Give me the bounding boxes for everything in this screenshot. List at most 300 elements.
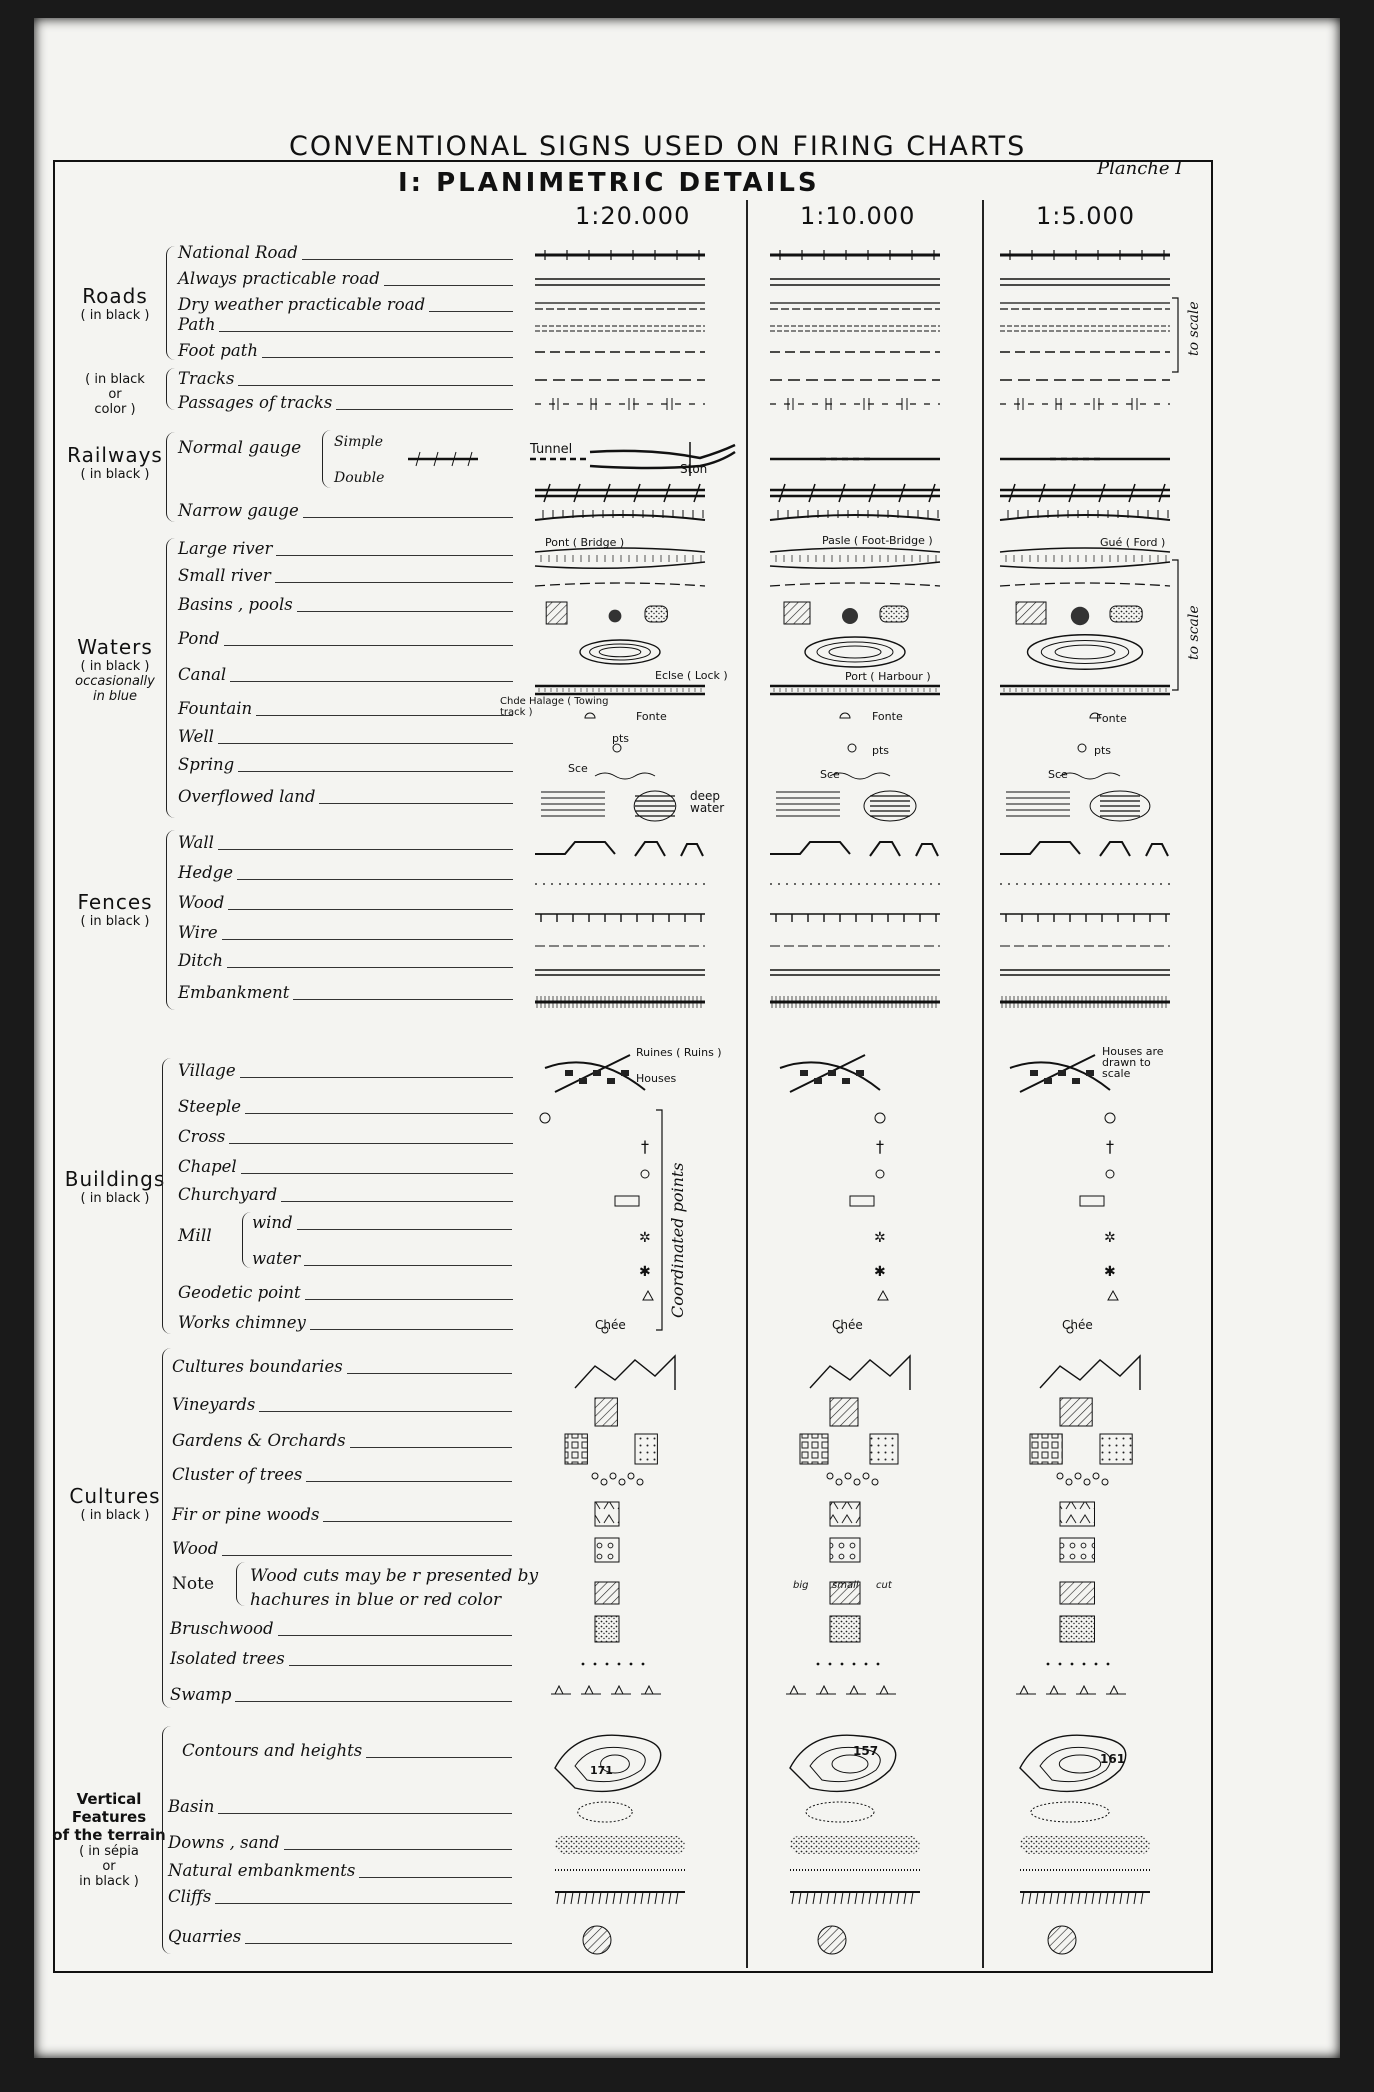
label-cross: Cross <box>178 1127 229 1146</box>
col1-water-mill: ✱ <box>639 1264 651 1280</box>
col3-swamp-tuft <box>1106 1686 1126 1694</box>
col1-garden <box>565 1434 587 1464</box>
col1-churchyard <box>615 1196 639 1206</box>
col2-pond-inner <box>829 646 881 658</box>
col1-cliff-tick <box>578 1892 580 1904</box>
col2-cluster-tree <box>872 1479 878 1485</box>
label-isolated: Isolated trees <box>170 1649 289 1668</box>
col2-cliff-tick <box>876 1892 878 1904</box>
col3-wood-cut <box>1060 1582 1095 1604</box>
label-path: Path <box>178 315 219 334</box>
col1-rail-double-tick <box>574 484 580 502</box>
puits-label-1: pts <box>612 732 630 745</box>
tracks-note-l1: ( in black <box>85 372 145 387</box>
source-label-3: Sce <box>1048 768 1068 781</box>
col2-swamp-tuft <box>786 1686 806 1694</box>
passerelle-label: Pasle ( Foot-Bridge ) <box>822 534 933 547</box>
col1-cliff-tick <box>669 1892 671 1904</box>
label-dry-road: Dry weather practicable road <box>178 295 429 314</box>
group-fences-name: Fences <box>77 890 153 914</box>
col2-cliff-tick <box>904 1892 906 1904</box>
col1-cliff-tick <box>620 1892 622 1904</box>
label-always-road: Always practicable road <box>178 269 384 288</box>
col1-swamp-tuft <box>551 1686 571 1694</box>
label-natural-emb: Natural embankments <box>168 1861 359 1880</box>
col2-narrow-gauge <box>770 515 940 520</box>
col2-rail-double-tick <box>899 484 905 502</box>
col2-wall <box>770 842 938 856</box>
col1-village-house <box>565 1070 573 1076</box>
col1-cluster-tree <box>592 1473 598 1479</box>
col2-cliff-tick <box>841 1892 843 1904</box>
col3-village-house <box>1072 1078 1080 1084</box>
col3-fir-wood <box>1060 1502 1095 1526</box>
fontaine-label-2: Fonte <box>872 710 903 723</box>
label-cliffs: Cliffs <box>168 1887 215 1906</box>
col1-cliff-tick <box>585 1892 587 1904</box>
col2-village-house <box>842 1078 850 1084</box>
col1-cluster-tree <box>601 1479 607 1485</box>
col1-rail-double-tick <box>544 484 550 502</box>
big-label: big <box>793 1580 809 1591</box>
label-note: Note <box>172 1574 215 1594</box>
col2-village-house <box>814 1078 822 1084</box>
col1-wood <box>595 1538 619 1562</box>
col2-downs-sand <box>790 1836 920 1854</box>
col2-churchyard <box>850 1196 874 1206</box>
to-scale-bracket-waters <box>1172 560 1178 690</box>
label-steeple: Steeple <box>178 1097 245 1116</box>
col3-cliff-tick <box>1127 1892 1129 1904</box>
col2-basin-pool <box>880 606 908 622</box>
col2-cliff-tick <box>855 1892 857 1904</box>
col1-narrow-gauge <box>535 515 705 520</box>
tunnel-label: Tunnel <box>530 442 573 457</box>
col2-cliff-tick <box>869 1892 871 1904</box>
label-gardens: Gardens & Orchards <box>172 1431 350 1450</box>
col2-cliff-tick <box>792 1892 794 1904</box>
col2-cliff-tick <box>806 1892 808 1904</box>
group-cultures-note: ( in black ) <box>80 1508 150 1523</box>
col3-garden <box>1030 1434 1062 1464</box>
col3-village-house <box>1058 1070 1066 1076</box>
scale-heading-5000: 1:5.000 <box>1036 202 1136 230</box>
col3-well <box>1078 744 1086 752</box>
label-canal: Canal <box>178 665 230 684</box>
group-waters-note2: occasionally <box>75 674 155 689</box>
col1-pond-inner <box>599 647 641 657</box>
col3-swamp-tuft <box>1046 1686 1066 1694</box>
group-waters-note3: in blue <box>92 689 138 704</box>
col3-cliff-tick <box>1057 1892 1059 1904</box>
col3-cluster-tree <box>1084 1479 1090 1485</box>
col2-isolated-tree <box>853 1663 856 1666</box>
label-geodetic: Geodetic point <box>178 1283 305 1302</box>
col3-cliff-tick <box>1029 1892 1031 1904</box>
col1-village-house <box>621 1070 629 1076</box>
group-buildings-note: ( in black ) <box>80 1191 150 1206</box>
col2-rail-double-tick <box>809 484 815 502</box>
col1-cliff-tick <box>557 1892 559 1904</box>
col3-cliff-tick <box>1134 1892 1136 1904</box>
col1-wind-mill: ✲ <box>639 1230 651 1246</box>
col2-cliff-tick <box>890 1892 892 1904</box>
col3-spring <box>1060 773 1120 779</box>
col2-quarry <box>818 1926 846 1954</box>
col3-isolated-tree <box>1095 1663 1098 1666</box>
col1-basin-dot <box>609 610 622 623</box>
col1-cliff-tick <box>655 1892 657 1904</box>
col3-cliff-tick <box>1064 1892 1066 1904</box>
houses-label: Houses <box>636 1072 677 1085</box>
col2-bruschwood <box>830 1616 860 1642</box>
col2-cliff-tick <box>813 1892 815 1904</box>
col2-water-mill: ✱ <box>874 1264 886 1280</box>
col2-swamp-tuft <box>816 1686 836 1694</box>
height-161: 161 <box>1100 1752 1126 1766</box>
col3-cliff-tick <box>1036 1892 1038 1904</box>
to-scale-bracket-roads <box>1172 298 1178 372</box>
col2-cliff-tick <box>862 1892 864 1904</box>
col1-rail-double-tick <box>664 484 670 502</box>
col3-village-house <box>1086 1070 1094 1076</box>
col2-geodetic <box>878 1291 888 1300</box>
group-waters-name: Waters <box>77 635 153 659</box>
col2-cliff-tick <box>897 1892 899 1904</box>
deep-water-label: deep water <box>690 789 725 815</box>
col3-cliff-tick <box>1141 1892 1143 1904</box>
tracks-note-l2: or <box>108 387 122 402</box>
col2-isolated-tree <box>841 1663 844 1666</box>
col2-chapel <box>876 1170 884 1178</box>
col2-basin-rect <box>784 602 810 624</box>
label-vineyards: Vineyards <box>172 1395 259 1414</box>
col2-steeple <box>875 1113 885 1123</box>
col3-passage-mark <box>1132 398 1137 410</box>
col3-rail-double-tick <box>1159 484 1165 502</box>
symbol-columns <box>535 250 1170 1954</box>
coordinated-points: Coordinated points <box>668 1162 687 1318</box>
col1-isolated-tree <box>618 1663 621 1666</box>
group-vertical-name1: Vertical Features <box>71 1790 147 1826</box>
scale-heading-20000: 1:20.000 <box>575 202 691 230</box>
source-label-1: Sce <box>568 762 588 775</box>
col3-downs-sand <box>1020 1836 1150 1854</box>
col1-vineyard <box>595 1398 617 1426</box>
label-tracks: Tracks <box>178 369 238 388</box>
col2-rail-double-tick <box>869 484 875 502</box>
col2-isolated-tree <box>829 1663 832 1666</box>
col3-isolated-tree <box>1047 1663 1050 1666</box>
col1-cliff-tick <box>634 1892 636 1904</box>
col1-cross: † <box>641 1137 649 1156</box>
col2-pond-mid <box>817 642 893 662</box>
col3-cliff-tick <box>1099 1892 1101 1904</box>
col1-basin-pool <box>645 606 667 622</box>
col1-passage-mark <box>667 398 672 410</box>
col3-cliff-tick <box>1078 1892 1080 1904</box>
group-vertical-name2: of the terrain <box>52 1826 166 1844</box>
col1-fir-wood <box>595 1502 619 1526</box>
label-contours: Contours and heights <box>182 1741 366 1760</box>
label-ditch: Ditch <box>178 951 227 970</box>
col1-spring <box>595 773 655 779</box>
col1-wall <box>535 842 703 856</box>
group-waters-note1: ( in black ) <box>80 659 150 674</box>
col1-basin-rect <box>546 602 567 624</box>
label-embankment: Embankment <box>178 983 293 1002</box>
col3-cliff-tick <box>1092 1892 1094 1904</box>
label-wall: Wall <box>178 833 218 852</box>
height-171: 171 <box>590 1764 613 1777</box>
col1-small-river <box>535 583 705 586</box>
col1-cliff-tick <box>564 1892 566 1904</box>
col3-cross: † <box>1106 1137 1114 1156</box>
col3-basin-pool <box>1110 606 1142 622</box>
label-large-river: Large river <box>178 539 276 558</box>
col1-quarry <box>583 1926 611 1954</box>
col2-cluster-tree <box>836 1479 842 1485</box>
col3-basin-sign <box>1031 1802 1109 1822</box>
col3-cluster-tree <box>1066 1479 1072 1485</box>
col1-cliff-tick <box>676 1892 678 1904</box>
col2-fir-wood <box>830 1502 860 1526</box>
page-title: CONVENTIONAL SIGNS USED ON FIRING CHARTS <box>289 131 1027 162</box>
col1-cliff-tick <box>606 1892 608 1904</box>
col1-swamp-tuft <box>581 1686 601 1694</box>
label-spring: Spring <box>178 755 238 774</box>
col3-swamp-tuft <box>1076 1686 1096 1694</box>
label-bruschwood: Bruschwood <box>170 1619 278 1638</box>
label-wire: Wire <box>178 923 222 942</box>
col2-isolated-tree <box>877 1663 880 1666</box>
col1-isolated-tree <box>594 1663 597 1666</box>
label-small-river: Small river <box>178 566 275 585</box>
group-vertical-note2: or <box>102 1859 116 1874</box>
col3-cliff-tick <box>1120 1892 1122 1904</box>
col1-swamp-tuft <box>611 1686 631 1694</box>
tracks-note-l3: color ) <box>94 402 136 417</box>
label-wood: Wood <box>172 1539 222 1558</box>
col3-isolated-tree <box>1083 1663 1086 1666</box>
col3-large-river-b <box>1000 562 1170 568</box>
col1-well <box>613 744 621 752</box>
col2-cliff-tick <box>883 1892 885 1904</box>
col1-cliff-tick <box>662 1892 664 1904</box>
col1-isolated-tree <box>642 1663 645 1666</box>
col2-basin-sign <box>806 1802 874 1822</box>
col2-village-house <box>828 1070 836 1076</box>
label-well: Well <box>178 727 218 746</box>
label-fountain: Fountain <box>178 699 256 718</box>
group-railways-note: ( in black ) <box>80 467 150 482</box>
col3-wind-mill: ✲ <box>1104 1230 1116 1246</box>
col1-cluster-tree <box>619 1479 625 1485</box>
col1-cliff-tick <box>613 1892 615 1904</box>
col3-pond-inner <box>1055 645 1115 659</box>
label-swamp: Swamp <box>170 1685 235 1704</box>
col3-rail-double-tick <box>1039 484 1045 502</box>
label-water: water <box>252 1249 304 1268</box>
col3-rail-double-tick <box>1099 484 1105 502</box>
col1-village-house <box>607 1078 615 1084</box>
col3-pond-mid <box>1041 641 1128 664</box>
col3-steeple <box>1105 1113 1115 1123</box>
col3-village-house <box>1030 1070 1038 1076</box>
halage-label: Chde Halage ( Towing track ) <box>500 696 609 718</box>
label-national-road: National Road <box>178 243 302 262</box>
col1-swamp-tuft <box>641 1686 661 1694</box>
col3-rail-double-tick <box>1009 484 1015 502</box>
col2-orchard <box>870 1434 898 1464</box>
label-passages: Passages of tracks <box>178 393 336 412</box>
col3-cluster-tree <box>1057 1473 1063 1479</box>
gue-ford-label: Gué ( Ford ) <box>1100 536 1166 549</box>
col2-swamp-tuft <box>846 1686 866 1694</box>
group-roads-name: Roads <box>82 284 148 308</box>
label-double: Double <box>334 470 385 486</box>
group-fences-note: ( in black ) <box>80 914 150 929</box>
col1-rail-double-tick <box>604 484 610 502</box>
source-label-2: Sce <box>820 768 840 781</box>
col3-isolated-tree <box>1071 1663 1074 1666</box>
label-normal-gauge: Normal gauge <box>178 438 302 458</box>
col2-rail-double-tick <box>929 484 935 502</box>
col3-small-river <box>1000 583 1170 586</box>
col3-churchyard <box>1080 1196 1104 1206</box>
col2-swamp-tuft <box>876 1686 896 1694</box>
col2-cluster-tree <box>845 1473 851 1479</box>
col3-contour-inner <box>1059 1755 1100 1773</box>
note-line-1: Wood cuts may be r presented by <box>250 1566 539 1586</box>
col3-geodetic <box>1108 1291 1118 1300</box>
col3-cliff-tick <box>1022 1892 1024 1904</box>
ruines-label: Ruines ( Ruins ) <box>636 1046 722 1059</box>
col2-passage-mark <box>902 398 907 410</box>
col1-cliff-tick <box>599 1892 601 1904</box>
label-chapel: Chapel <box>178 1157 241 1176</box>
label-wind: wind <box>252 1213 297 1232</box>
col2-cluster-tree <box>854 1479 860 1485</box>
label-basin: Basin <box>168 1797 218 1816</box>
col2-isolated-tree <box>817 1663 820 1666</box>
col2-fountain <box>840 713 850 718</box>
col2-rail-double-tick <box>779 484 785 502</box>
col1-bruschwood <box>595 1616 619 1642</box>
col1-large-river-b <box>535 562 705 568</box>
label-works-chimney: Works chimney <box>178 1313 310 1332</box>
col3-cliff-tick <box>1071 1892 1073 1904</box>
col3-wood <box>1060 1538 1095 1562</box>
col2-cluster-tree <box>863 1473 869 1479</box>
label-cultures-boundaries: Cultures boundaries <box>172 1357 347 1376</box>
col3-isolated-tree <box>1107 1663 1110 1666</box>
port-harbour-label: Port ( Harbour ) <box>845 670 931 683</box>
col3-cultures-boundary <box>1040 1356 1140 1390</box>
col1-cliff-tick <box>592 1892 594 1904</box>
puits-label-2: pts <box>872 744 890 757</box>
railway-simple-sample <box>408 452 478 466</box>
col1-cliff-tick <box>648 1892 650 1904</box>
col2-wood <box>830 1538 860 1562</box>
cheminee-label-2: Chée <box>832 1318 863 1332</box>
col2-cliff-tick <box>820 1892 822 1904</box>
col1-cliff-tick <box>641 1892 643 1904</box>
col3-village-house <box>1044 1078 1052 1084</box>
small-label: small <box>832 1580 859 1591</box>
col3-orchard <box>1100 1434 1132 1464</box>
label-mill: Mill <box>178 1226 212 1246</box>
station-label: Ston <box>680 462 708 476</box>
col2-large-river-a <box>770 548 940 552</box>
col3-cliff-tick <box>1113 1892 1115 1904</box>
group-roads-note: ( in black ) <box>80 308 150 323</box>
col3-cliff-tick <box>1050 1892 1052 1904</box>
col1-isolated-tree <box>630 1663 633 1666</box>
col1-cluster-tree <box>628 1473 634 1479</box>
col3-rail-double-tick <box>1129 484 1135 502</box>
note-line-2: hachures in blue or red color <box>250 1590 502 1610</box>
col2-isolated-tree <box>865 1663 868 1666</box>
col3-rail-double-tick <box>1069 484 1075 502</box>
col2-cliff-tick <box>848 1892 850 1904</box>
label-pond: Pond <box>178 629 224 648</box>
col1-orchard <box>635 1434 657 1464</box>
col2-rail-double-tick <box>839 484 845 502</box>
col2-cross: † <box>876 1137 884 1156</box>
label-foot-path: Foot path <box>178 341 262 360</box>
col2-basin-dot <box>842 608 858 624</box>
col2-small-river <box>770 583 940 586</box>
scale-heading-10000: 1:10.000 <box>800 202 916 230</box>
col1-cliff-tick <box>571 1892 573 1904</box>
col2-village-house <box>856 1070 864 1076</box>
to-scale-roads: to scale <box>1186 301 1202 356</box>
fontaine-label-1: Fonte <box>636 710 667 723</box>
col3-cliff-tick <box>1106 1892 1108 1904</box>
col1-chapel <box>641 1170 649 1178</box>
col1-wood-cut <box>595 1582 619 1604</box>
col3-wall <box>1000 842 1168 856</box>
col3-vineyard <box>1060 1398 1092 1426</box>
group-cultures-name: Cultures <box>69 1484 161 1508</box>
coordinated-bracket <box>656 1110 662 1330</box>
col2-vineyard <box>830 1398 858 1426</box>
col1-cliff-tick <box>627 1892 629 1904</box>
cut-label: cut <box>876 1580 892 1591</box>
col3-pond-outer <box>1028 635 1143 670</box>
col2-well <box>848 744 856 752</box>
group-buildings-name: Buildings <box>64 1167 166 1191</box>
col2-village-house <box>800 1070 808 1076</box>
label-narrow-gauge: Narrow gauge <box>178 501 303 520</box>
col1-isolated-tree <box>582 1663 585 1666</box>
col1-rail-double-tick <box>634 484 640 502</box>
col3-narrow-gauge <box>1000 515 1170 520</box>
col3-cluster-tree <box>1102 1479 1108 1485</box>
label-basins: Basins , pools <box>178 595 297 614</box>
ecluse-lock-label: Eclse ( Lock ) <box>655 669 728 682</box>
label-downs: Downs , sand <box>168 1833 284 1852</box>
pont-bridge-label: Pont ( Bridge ) <box>545 536 625 549</box>
col3-chapel <box>1106 1170 1114 1178</box>
col3-quarry <box>1048 1926 1076 1954</box>
col2-garden <box>800 1434 828 1464</box>
col3-basin-rect <box>1016 602 1046 624</box>
col3-basin-dot <box>1071 607 1089 625</box>
col3-isolated-tree <box>1059 1663 1062 1666</box>
col1-cultures-boundary <box>575 1356 675 1390</box>
